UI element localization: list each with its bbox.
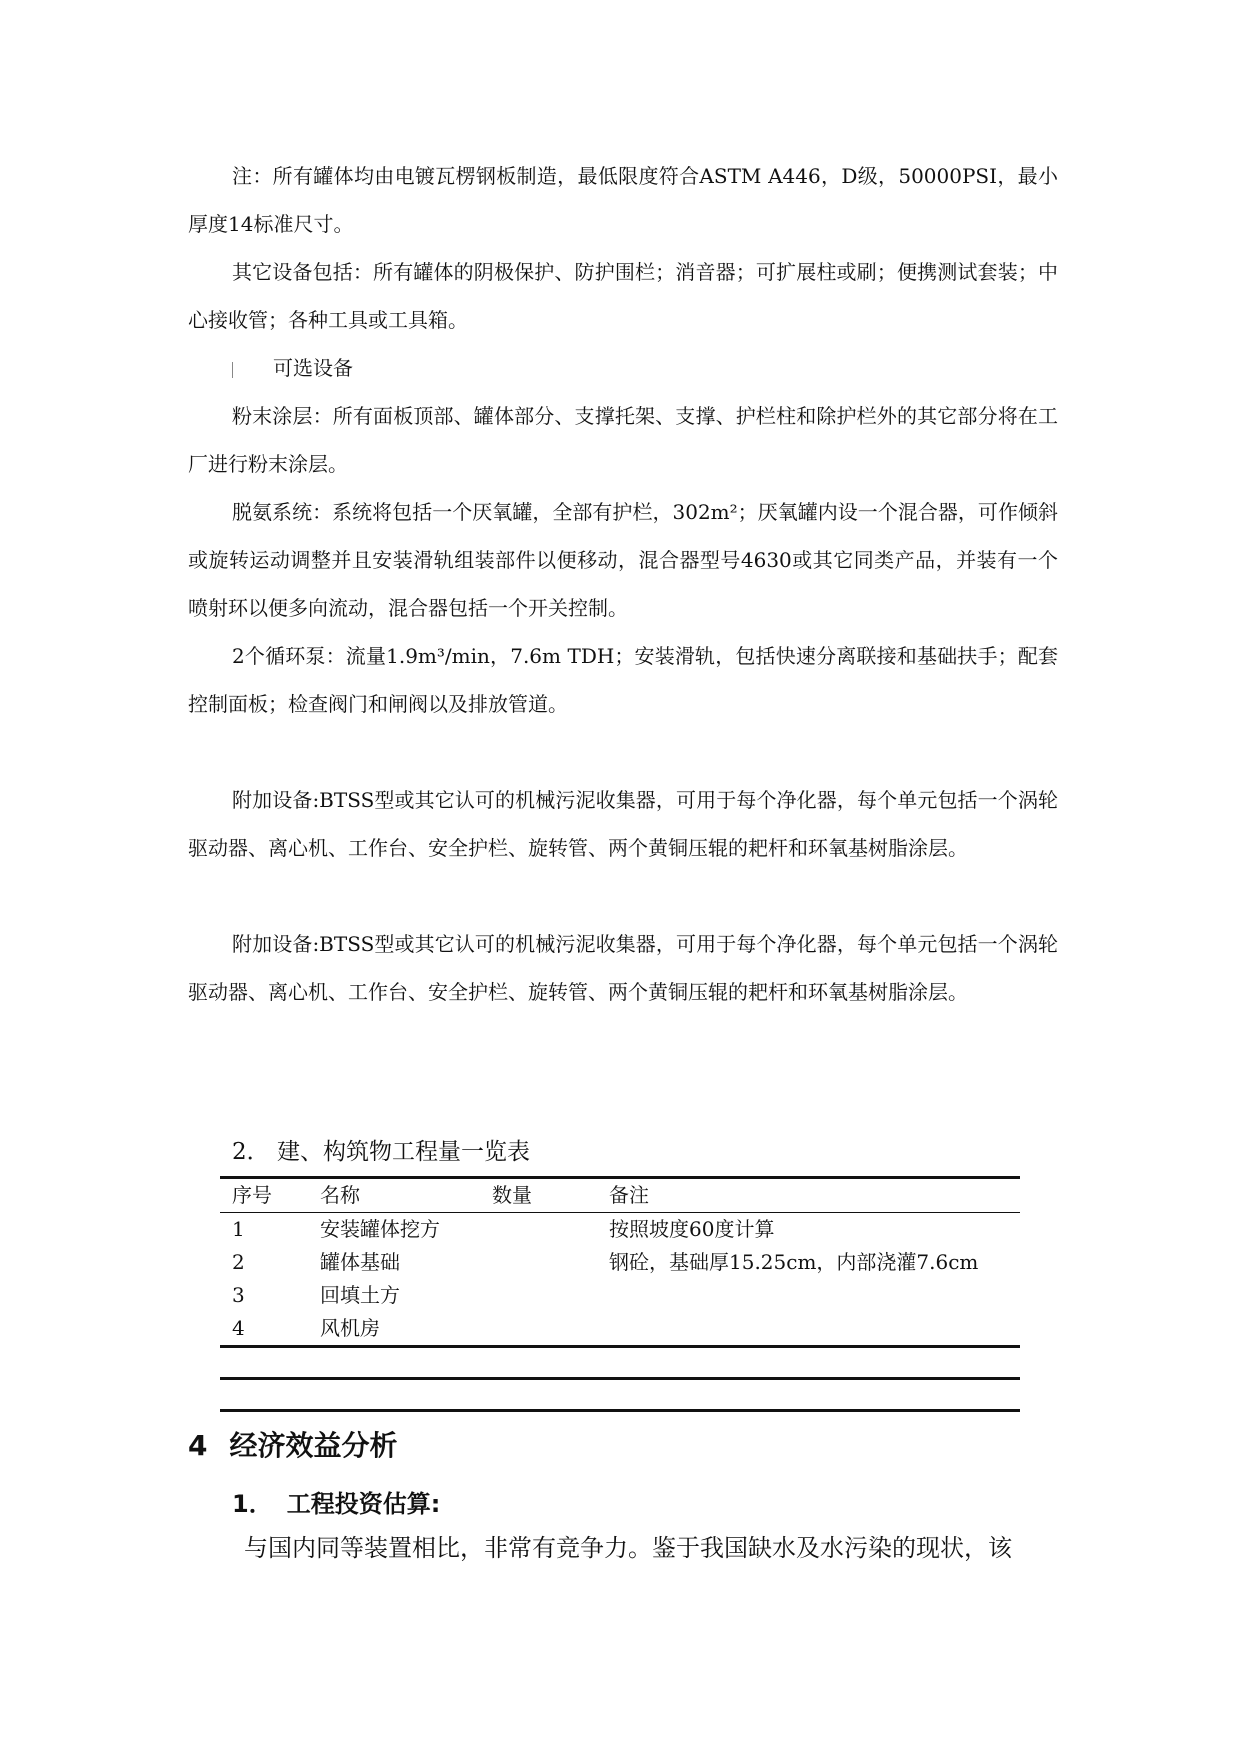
- cell-index: 3: [232, 1283, 245, 1307]
- optional-equipment-label: 可选设备: [273, 356, 353, 380]
- paragraph-powder-coating: 粉末涂层：所有面板顶部、罐体部分、支撑托架、支撑、护栏柱和除护栏外的其它部分将在工厂进行粉末涂层。: [188, 404, 1058, 476]
- header-remarks: 备注: [609, 1183, 649, 1207]
- cell-name: 回填土方: [320, 1283, 400, 1307]
- cell-name: 风机房: [308, 1312, 480, 1347]
- paragraph-other-equipment: 其它设备包括：所有罐体的阴极保护、防护围栏；消音器；可扩展柱或刷；便携测试套装；中心接收管；各种工具或工具箱。: [188, 260, 1058, 332]
- table-row: [220, 1213, 1020, 1247]
- cell-quantity: [480, 1312, 597, 1347]
- cell-quantity: [480, 1213, 597, 1247]
- cell-index: 4: [220, 1312, 308, 1347]
- header-index: 序号: [232, 1183, 272, 1207]
- cell-index: 1: [232, 1217, 245, 1241]
- table-row: [220, 1312, 1020, 1347]
- table-empty-rule-2: [220, 1409, 1020, 1412]
- paragraph-tank-note: 注：所有罐体均由电镀瓦楞钢板制造，最低限度符合ASTM A446，D级，50000PSI，最小厚度14标准尺寸。: [188, 164, 1058, 236]
- section-title: 经济效益分析: [229, 1429, 398, 1462]
- paragraph-circulation-pumps: 2个循环泵：流量1.9m³/min，7.6m TDH；安装滑轨，包括快速分离联接和基础扶手；配套控制面板；检查阀门和闸阀以及排放管道。: [188, 644, 1058, 716]
- table-row: [220, 1246, 1020, 1279]
- section-number: 4: [188, 1429, 208, 1462]
- paragraph-additional-equipment-1: 附加设备:BTSS型或其它认可的机械污泥收集器，可用于每个净化器，每个单元包括一个涡轮驱动器、离心机、工作台、安全护栏、旋转管、两个黄铜压辊的耙杆和环氧基树脂涂层。: [188, 788, 1058, 860]
- header-quantity: 数量: [492, 1183, 532, 1207]
- table-header-row: [220, 1178, 1020, 1213]
- optional-equipment-heading: [232, 344, 353, 392]
- table-empty-rule-1: [220, 1377, 1020, 1380]
- heading-bullet-mark: [232, 362, 233, 378]
- paragraph-additional-equipment-2: 附加设备:BTSS型或其它认可的机械污泥收集器，可用于每个净化器，每个单元包括一个涡轮驱动器、离心机、工作台、安全护栏、旋转管、两个黄铜压辊的耙杆和环氧基树脂涂层。: [188, 932, 1058, 1004]
- header-name: 名称: [320, 1183, 360, 1207]
- subsection-title: 工程投资估算:: [286, 1490, 441, 1518]
- cell-quantity: [480, 1246, 597, 1279]
- quantity-table: [220, 1176, 1020, 1348]
- paragraph-deammonia-system: 脱氨系统：系统将包括一个厌氧罐，全部有护栏，302m²；厌氧罐内设一个混合器，可作倾斜或旋转运动调整并且安装滑轨组装部件以便移动，混合器型号4630或其它同类产品，并装有一个喷射环以便多向流动，混合器包括一个开关控制。: [188, 500, 1058, 620]
- subsection-heading: [232, 1484, 440, 1519]
- cell-remarks: [597, 1279, 1020, 1312]
- cell-remarks: [597, 1312, 1020, 1347]
- table-row: [220, 1279, 1020, 1312]
- paragraph-investment-estimate: 与国内同等装置相比，非常有竞争力。鉴于我国缺水及水污染的现状，该: [244, 1534, 1012, 1562]
- section-heading: [188, 1424, 398, 1464]
- table-title: 2． 建、构筑物工程量一览表: [232, 1139, 530, 1165]
- subsection-number: 1．: [232, 1490, 273, 1518]
- cell-name: 罐体基础: [320, 1250, 400, 1274]
- cell-remarks: 按照坡度60度计算: [609, 1217, 775, 1241]
- cell-remarks: 钢砼，基础厚15.25cm，内部浇灌7.6cm: [609, 1250, 979, 1274]
- cell-index: 2: [232, 1250, 245, 1274]
- cell-name: 安装罐体挖方: [320, 1217, 440, 1241]
- cell-quantity: [480, 1279, 597, 1312]
